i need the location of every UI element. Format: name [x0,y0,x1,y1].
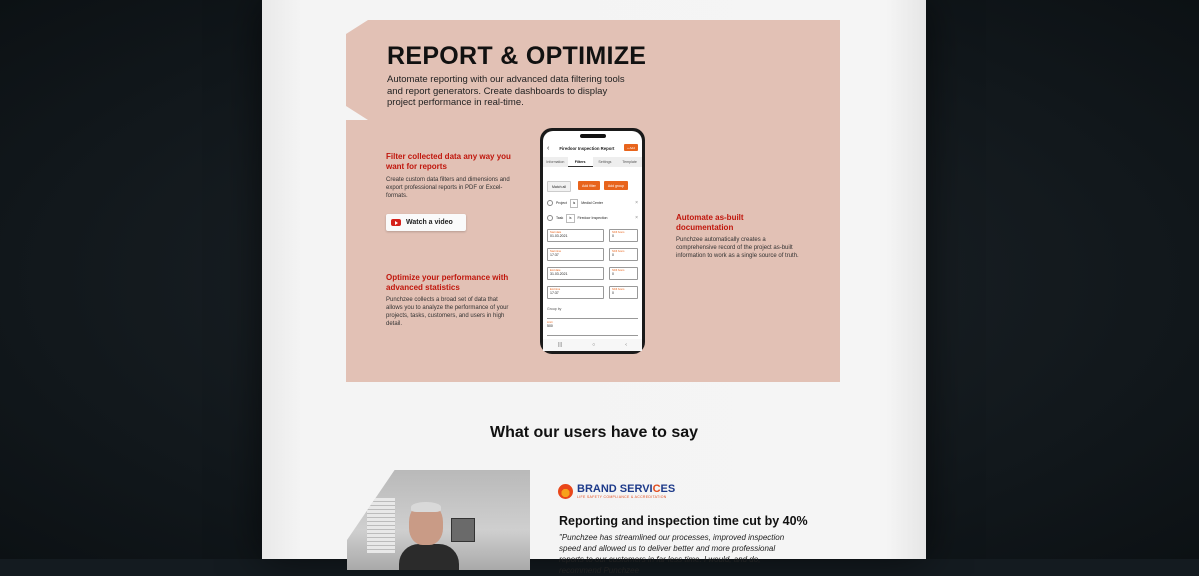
person-body [399,544,459,574]
brand-services-logo [558,484,675,499]
hero-subtitle: Automate reporting with our advanced data filtering tools and report generators. Create dashboards to display project performance in real-time. [387,74,625,108]
shift-hours-field[interactable]: Shift hours 0 [609,267,638,280]
filter-row-task [547,213,638,223]
start-time-field[interactable]: Start time 17:37 [547,248,604,261]
end-date-field[interactable]: End date 31.03.2021 [547,267,604,280]
brand-name: BRAND SERVICES [577,483,676,495]
filter-op[interactable]: is [566,214,574,223]
add-group-button[interactable]: Add group [604,181,628,190]
watch-video-label: Watch a video [406,219,453,226]
asbuilt-feature-title: Automate as-built documentation [676,213,744,232]
tab-settings[interactable]: Settings [598,160,612,164]
window-blinds [367,498,395,553]
remove-filter-icon[interactable]: × [635,215,638,221]
flame-icon [558,484,573,499]
radio-icon[interactable] [547,215,553,221]
tab-information[interactable]: Information [546,160,565,164]
match-all-button[interactable]: Match all [547,181,571,192]
shift-hours-field[interactable]: Shift hours 0 [609,229,638,242]
wall-picture [451,518,475,542]
optimize-feature-title: Optimize your performance with advanced statistics [386,273,509,292]
person-hair [411,502,441,512]
end-time-field[interactable]: End time 17:37 [547,286,604,299]
add-filter-button[interactable]: Add filter [578,181,600,190]
phone-screen [543,131,642,351]
watch-video-button[interactable] [386,214,466,231]
android-nav-bar [543,339,642,351]
quote-title: Reporting and inspection time cut by 40% [559,514,808,528]
hero-title: REPORT & OPTIMIZE [387,42,647,70]
phone-mockup [540,128,645,354]
quote-text: "Punchzee has streamlined our processes, improved inspection speed and allowed us to deliver better and more professional reports to our customers in far less time. I would, and do, recommend Punchzee [559,533,785,575]
limit-field[interactable]: Limit 500 [547,321,638,336]
filter-row-project [547,198,638,208]
webpage-printout [262,0,926,575]
filter-value[interactable]: Firedoor Inspection [577,216,608,220]
tab-filters[interactable]: Filters [568,157,593,167]
filter-value[interactable]: Medial Center [581,201,604,205]
app-add-button[interactable]: + Add [624,144,638,151]
back-icon[interactable]: ‹ [625,342,627,348]
start-date-field[interactable]: Start date 01.03.2021 [547,229,604,242]
testimonials-heading: What our users have to say [489,424,699,441]
shift-hours-field[interactable]: Shift hours 0 [609,286,638,299]
hero-notch [346,20,368,120]
app-header-title: Firedoor Inspection Report [559,145,615,151]
tab-template[interactable]: Template [622,160,637,164]
youtube-play-icon [391,219,401,226]
remove-filter-icon[interactable]: × [635,200,638,206]
recent-apps-icon[interactable]: ||| [558,342,562,348]
filter-field: Project [556,201,567,205]
filter-op[interactable]: is [570,199,578,208]
testimonial-photo [347,470,530,570]
back-arrow-icon[interactable]: ‹ [547,144,550,152]
shift-hours-field[interactable]: Shift hours 0 [609,248,638,261]
asbuilt-feature-text: Punchzee automatically creates a comprehensive record of the project as-built information to work as a single source of truth. [676,237,799,259]
brand-tagline: LIFE SAFETY COMPLIANCE & ACCREDITATION [577,495,667,499]
radio-icon[interactable] [547,200,553,206]
app-header [543,142,642,154]
phone-notch [580,134,606,138]
home-icon[interactable]: ○ [592,342,596,348]
optimize-feature-text: Punchzee collects a broad set of data that allows you to analyze the performance of your projects, tasks, customers, and users in high detail. [386,297,509,327]
app-tabs [543,157,642,167]
filter-feature-title: Filter collected data any way you want for reports [386,152,511,171]
filter-feature-text: Create custom data filters and dimensions and export professional reports in PDF or Excel-formats. [386,177,510,199]
group-by-select[interactable]: Group by [547,307,638,319]
filter-actions [547,181,628,192]
filter-field: Task [556,216,564,220]
